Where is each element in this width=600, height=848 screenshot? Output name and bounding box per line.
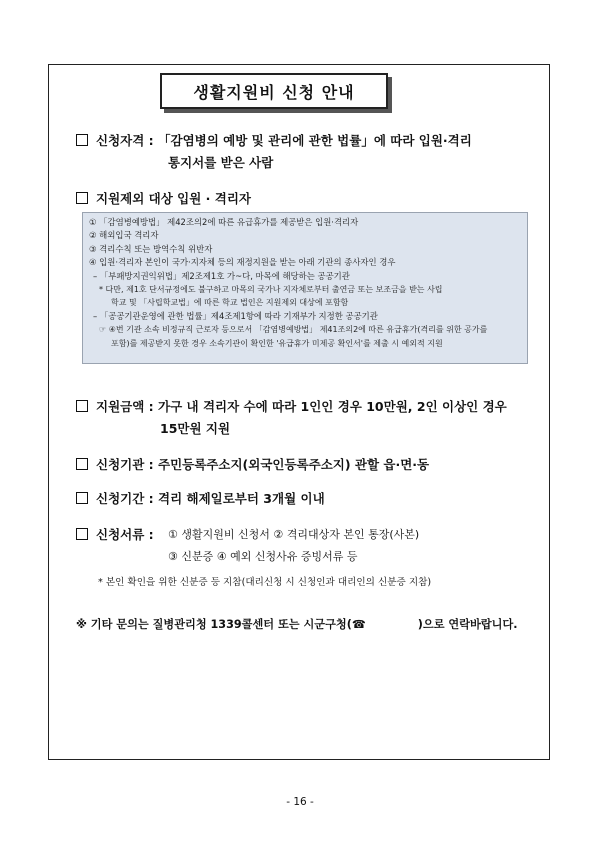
exclusion-sub2-note: ☞ ④번 기관 소속 비정규직 근로자 등으로서 「감염병예방법」 제41조의2에 따른 유급휴가(격리를 위한 공가를 — [99, 325, 488, 335]
eligibility-section — [76, 130, 472, 152]
amount-line2: 15만원 지원 — [160, 421, 231, 436]
contact-suffix: )으로 연락바랍니다. — [417, 618, 518, 631]
exclusion-label: 지원제외 대상 입원 · 격리자 — [96, 191, 251, 206]
checkbox-icon — [76, 134, 88, 146]
documents-note: * 본인 확인을 위한 신분증 등 지참(대리신청 시 신청인과 대리인의 신분증 지참) — [98, 577, 432, 588]
exclusion-item: ④ 입원·격리자 본인이 국가·지자체 등의 재정지원을 받는 아래 기관의 종사자인 경우 — [89, 257, 396, 268]
page-title: 생활지원비 신청 안내 — [160, 73, 388, 109]
documents-line1: ① 생활지원비 신청서 ② 격리대상자 본인 통장(사본) — [168, 528, 420, 541]
agency-section — [76, 454, 429, 476]
eligibility-label: 신청자격 : — [96, 133, 159, 148]
exclusion-box — [82, 212, 528, 364]
contact-prefix: ※ 기타 문의는 질병관리청 1339콜센터 또는 시군구청(☎ — [76, 618, 366, 631]
amount-section — [76, 396, 507, 418]
checkbox-icon — [76, 492, 88, 504]
checkbox-icon — [76, 400, 88, 412]
checkbox-icon — [76, 458, 88, 470]
period-section — [76, 488, 325, 510]
exclusion-item: ① 「감염병예방법」 제42조의2에 따른 유급휴가를 제공받은 입원·격리자 — [89, 217, 359, 227]
exclusion-sub1-note: * 다만, 제1호 단서규정에도 불구하고 마목의 국가나 지자체로부터 출연금 또는 보조금을 받는 사립 — [99, 285, 443, 295]
checkbox-icon — [76, 192, 88, 204]
exclusion-item: ② 해외입국 격리자 — [89, 230, 159, 241]
agency-text: 신청기관 : 주민등록주소지(외국인등록주소지) 관할 읍·면·동 — [96, 457, 430, 472]
documents-section — [76, 524, 154, 546]
contact-notice — [76, 616, 518, 632]
exclusion-item: ③ 격리수칙 또는 방역수칙 위반자 — [89, 243, 213, 254]
documents-line2: ③ 신분증 ④ 예외 신청사유 증빙서류 등 — [168, 550, 358, 563]
checkbox-icon — [76, 528, 88, 540]
eligibility-line2: 통지서를 받은 사람 — [168, 155, 274, 170]
page-number: - 16 - — [286, 796, 314, 808]
eligibility-line1: 「감염병의 예방 및 관리에 관한 법률」에 따라 입원·격리 — [158, 133, 472, 148]
amount-label: 지원금액 : — [96, 399, 159, 414]
exclusion-sub2-note: 포함)를 제공받지 못한 경우 소속기관이 확인한 '유급휴가 미제공 확인서'를 제출 시 예외적 지원 — [111, 338, 443, 348]
amount-line1: 가구 내 격리자 수에 따라 1인인 경우 10만원, 2인 이상인 경우 — [158, 399, 507, 414]
exclusion-sub1: – 「부패방지권익위법」제2조제1호 가~다, 마목에 해당하는 공공기관 — [93, 270, 350, 281]
documents-label: 신청서류 : — [96, 527, 154, 542]
exclusion-sub2: – 「공공기관운영에 관한 법률」제4조제1항에 따라 기재부가 지정한 공공기관 — [93, 310, 378, 321]
period-text: 신청기간 : 격리 해제일로부터 3개월 이내 — [96, 491, 325, 506]
exclusion-sub1-note: 학교 및 「사립학교법」에 따른 학교 법인은 지원제외 대상에 포함함 — [111, 298, 349, 308]
exclusion-section — [76, 188, 251, 210]
